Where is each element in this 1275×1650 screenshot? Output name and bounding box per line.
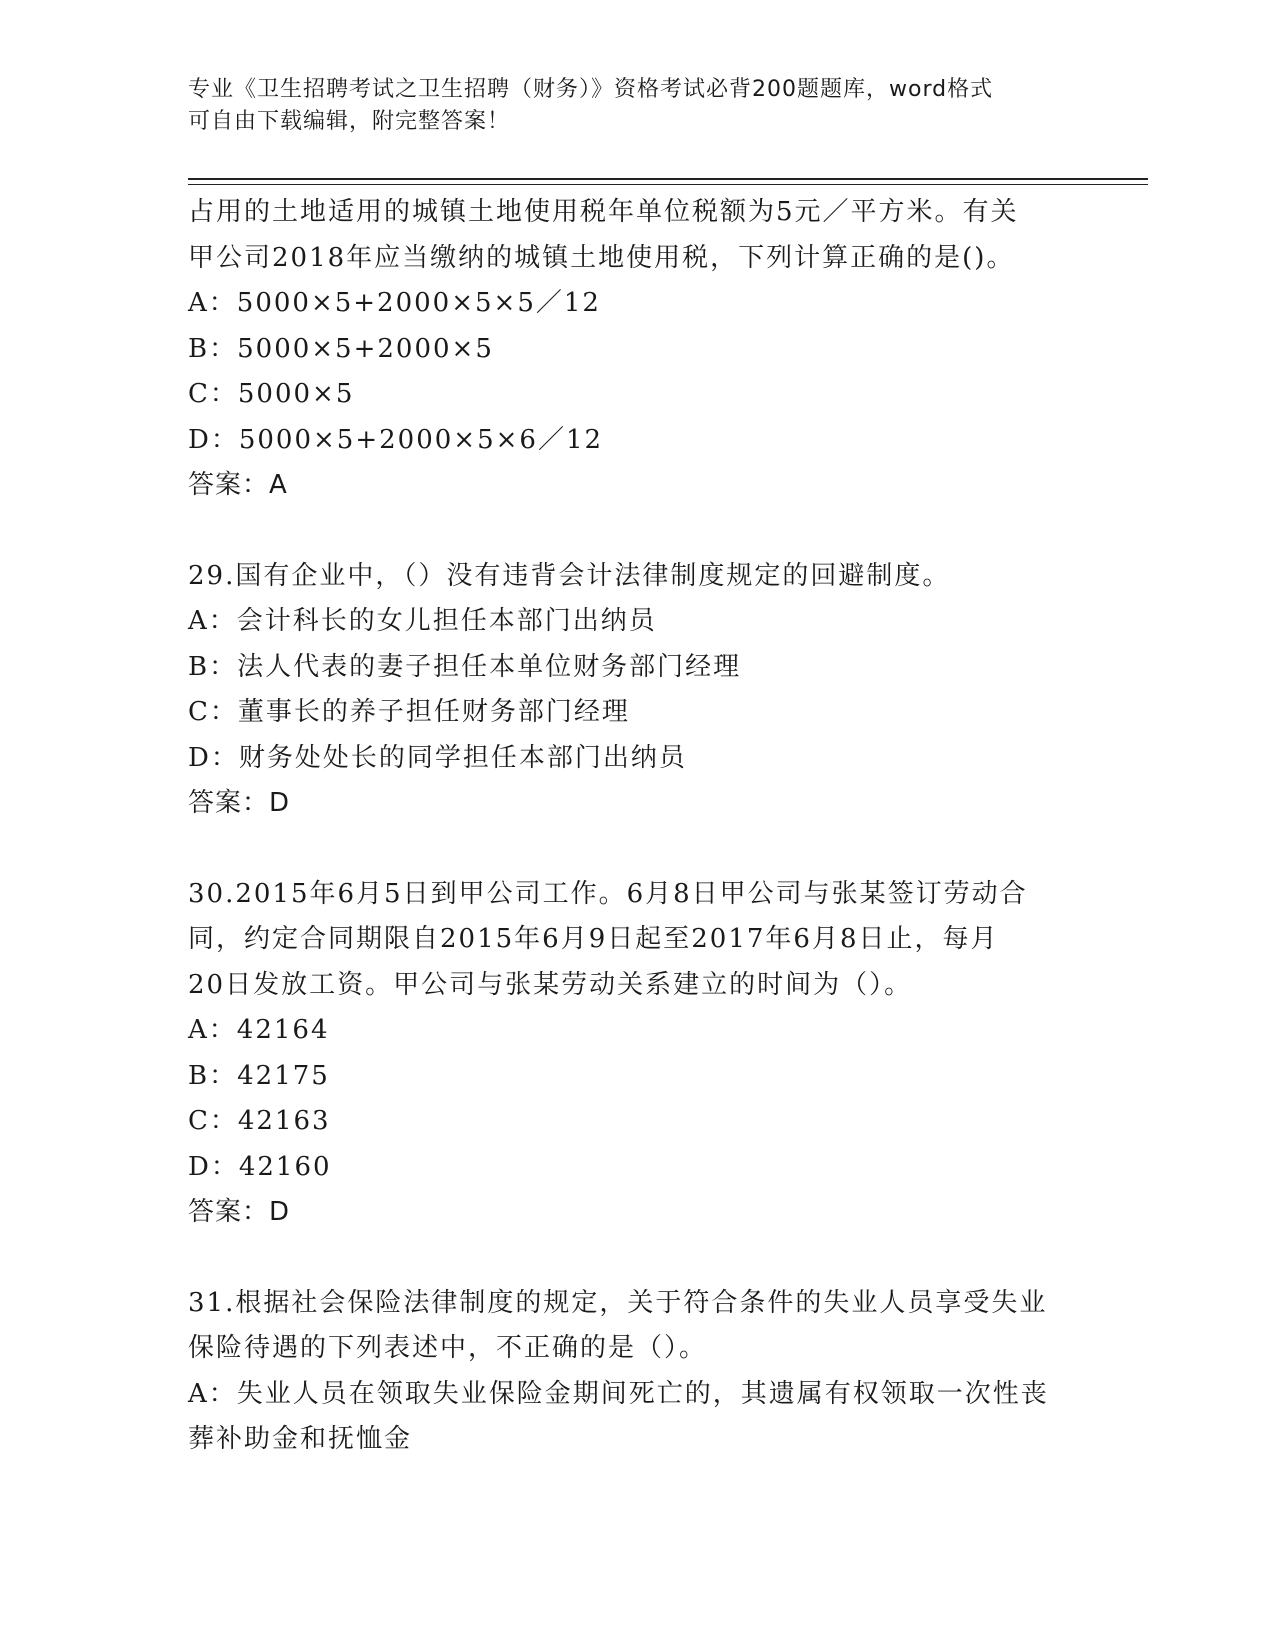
option-d: D：5000×5+2000×5×6／12 xyxy=(188,424,604,455)
option-a: A：会计科长的女儿担任本部门出纳员 xyxy=(188,606,657,636)
option-b: B：5000×5+2000×5 xyxy=(188,333,494,364)
question-text-line: 31.根据社会保险法律制度的规定，关于符合条件的失业人员享受失业 xyxy=(188,1287,1048,1318)
answer-line: 答案：D xyxy=(188,1197,291,1227)
option-a: A：42164 xyxy=(188,1015,330,1045)
option-a: A：5000×5+2000×5×5／12 xyxy=(188,288,601,318)
option-d: D：财务处处长的同学担任本部门出纳员 xyxy=(188,742,687,773)
header-divider-thick xyxy=(188,178,1148,180)
option-b: B：法人代表的妻子担任本单位财务部门经理 xyxy=(188,651,742,682)
header-line-1: 专业《卫生招聘考试之卫生招聘（财务）》资格考试必背200题题库，word格式 xyxy=(188,77,994,102)
header-divider-thin xyxy=(188,184,1148,185)
answer-line: 答案：A xyxy=(188,470,288,500)
question-text-line: 占用的土地适用的城镇土地使用税年单位税额为5元／平方米。有关 xyxy=(188,197,1019,227)
option-b: B：42175 xyxy=(188,1060,330,1091)
question-28 xyxy=(188,190,1088,509)
question-text-line: 29.国有企业中，（）没有违背会计法律制度规定的回避制度。 xyxy=(188,560,951,591)
question-text-line: 同，约定合同期限自2015年6月9日起至2017年6月8日止，每月 xyxy=(188,924,999,954)
question-29 xyxy=(188,554,1088,827)
question-text-line: 30.2015年6月5日到甲公司工作。6月8日甲公司与张某签订劳动合 xyxy=(188,878,1028,909)
question-text-line: 甲公司2018年应当缴纳的城镇土地使用税，下列计算正确的是()。 xyxy=(188,242,1015,273)
question-text-line: 保险待遇的下列表述中，不正确的是（）。 xyxy=(188,1333,708,1363)
option-a-continued: 葬补助金和抚恤金 xyxy=(188,1424,413,1454)
option-a: A：失业人员在领取失业保险金期间死亡的，其遗属有权领取一次性丧 xyxy=(188,1378,1049,1409)
page-header xyxy=(188,74,1068,138)
answer-line: 答案：D xyxy=(188,788,291,818)
option-c: C：42163 xyxy=(188,1106,331,1136)
option-d: D：42160 xyxy=(188,1151,332,1182)
question-list xyxy=(188,190,1088,1463)
question-text-line: 20日发放工资。甲公司与张某劳动关系建立的时间为（）。 xyxy=(188,969,913,1000)
question-30 xyxy=(188,872,1088,1236)
question-31 xyxy=(188,1281,1088,1463)
option-c: C：董事长的养子担任财务部门经理 xyxy=(188,697,630,727)
option-c: C：5000×5 xyxy=(188,379,355,409)
header-line-2: 可自由下载编辑，附完整答案！ xyxy=(188,109,511,134)
